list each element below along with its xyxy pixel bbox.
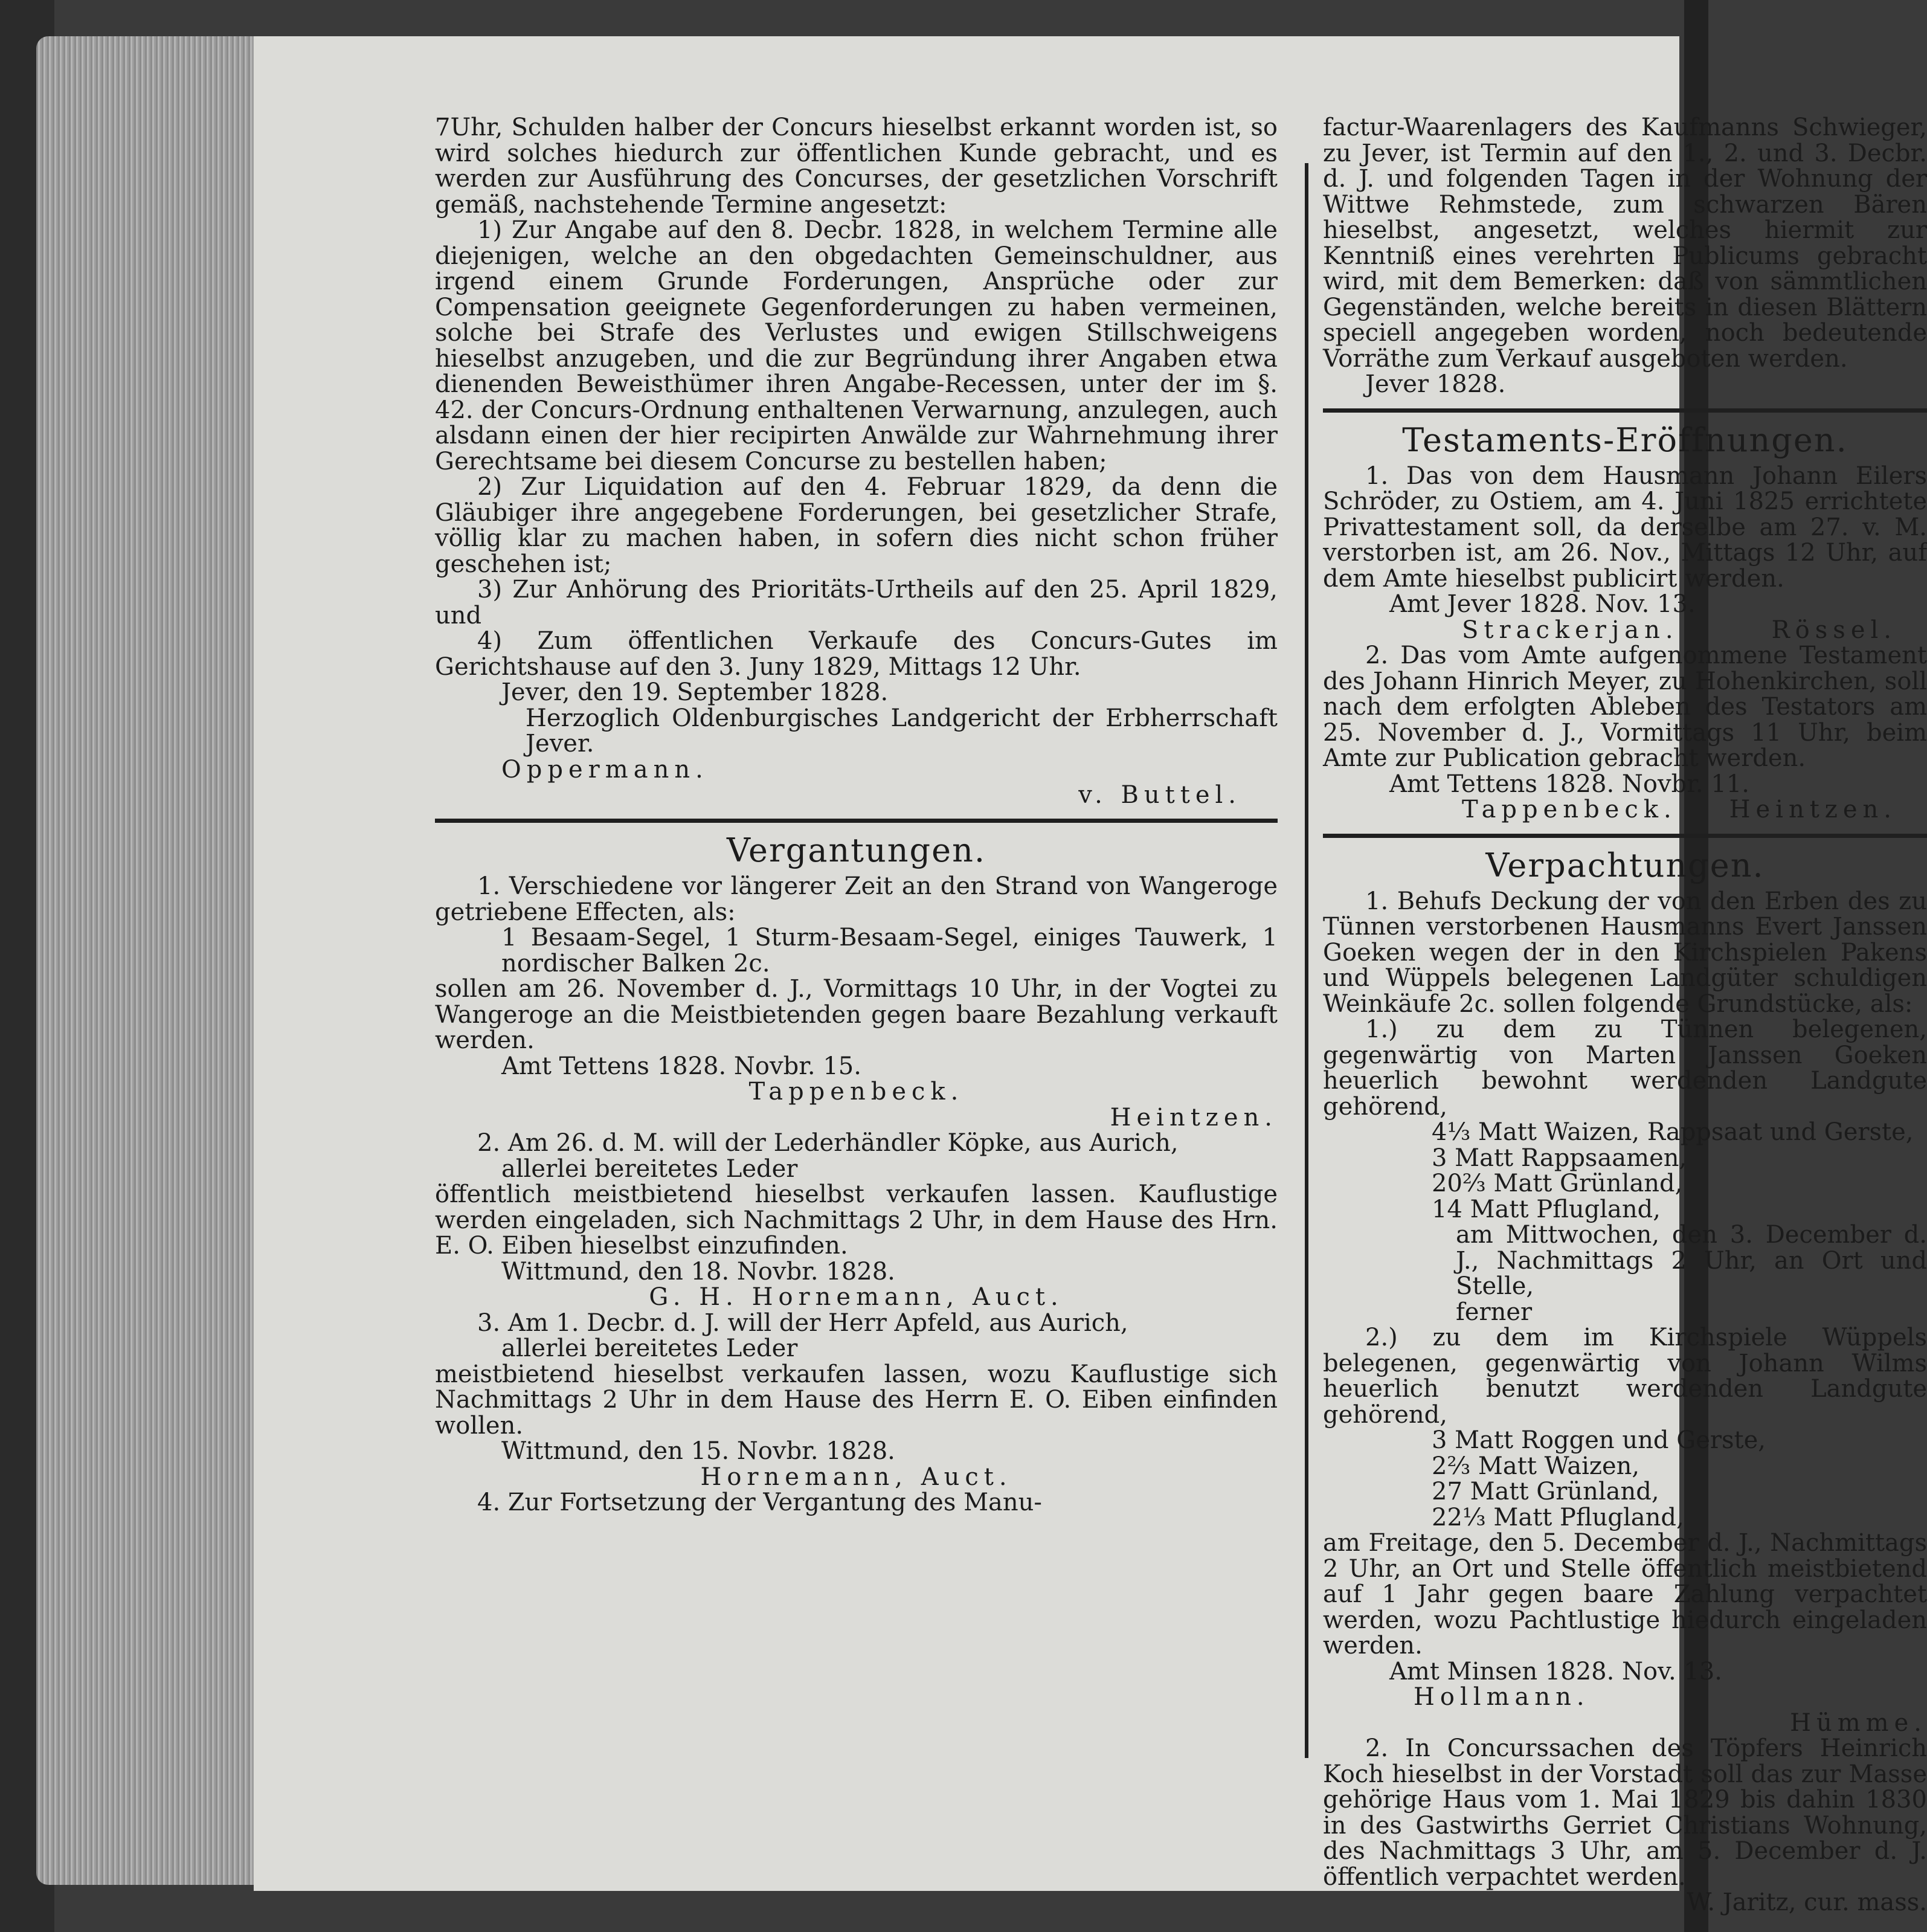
vergantung-1-place: Amt Tettens 1828. Novbr. 15.: [501, 1052, 861, 1080]
vergantung-2-intro: 2. Am 26. d. M. will der Lederhändler Köpke, aus Aurich,: [477, 1129, 1179, 1157]
term-3: 3) Zur Anhörung des Prioritäts-Urtheils auf den 25. April 1829, und: [435, 576, 1278, 630]
vergantung-2-place: Wittmund, den 18. Novbr. 1828.: [501, 1257, 895, 1286]
verpachtung-1-text-2: am Freitage, den 5. December d. J., Nachmittags 2 Uhr, an Ort und Stelle öffentlich meistbietend auf 1 Jahr gegen baare Zahlung verpachtet werden, wozu Pachtlustige hiedurch eingeladen werden.: [1323, 1529, 1927, 1660]
vergantung-3-item: allerlei bereitetes Leder: [501, 1335, 798, 1362]
vergantung-3-signature: Hornemann, Auct.: [700, 1463, 1012, 1491]
vergantung-2-item: allerlei bereitetes Leder: [501, 1154, 798, 1183]
verpachtung-1-text: 1. Behufs Deckung der von den Erben des zu Tünnen verstorbenen Hausmanns Evert Janssen Goeken wegen der in den Kirchspielen Pakens und Wüppels belegenen Landgüter schuldigen Weinkäufe 2c. sollen folgende Grundstücke, als:: [1323, 887, 1927, 1018]
vergantung-3-place: Wittmund, den 15. Novbr. 1828.: [501, 1437, 895, 1465]
parcel-b-item: 22⅓ Matt Pflugland,: [1432, 1503, 1684, 1531]
section-rule: [1323, 834, 1927, 838]
manufactur-continuation: factur-Waarenlagers des Kaufmanns Schwieger, zu Jever, ist Termin auf den 1., 2. und 3. Decbr. d. J. und folgenden Tagen in der Wohnung der Wittwe Rehmstede, zum schwarzen Bären hieselbst, angesetzt, welches hiermit zur Kenntniß eines verehrten Publicums gebracht wird, mit dem Bemerken: daß von sämmtlichen Gegenständen, welche bereits in diesen Blättern speciell angegeben worden, noch bedeutende Vorräthe zum Verkauf ausgeboten werden.: [1323, 114, 1927, 373]
book-page-edges: [36, 36, 260, 1885]
parcel-a-item: 4⅓ Matt Waizen, Rappsaat und Gerste,: [1432, 1118, 1914, 1146]
right-column: [1323, 115, 1927, 1916]
heading-testaments-eroeffnungen: Testaments-Eröffnungen.: [1402, 420, 1848, 459]
testament-2-signatures: [1323, 797, 1927, 823]
testament-1-text: 1. Das von dem Hausmann Johann Eilers Schröder, zu Ostiem, am 4. Juni 1825 errichtete Privattestament soll, da derselbe am 27. v. M. verstorben ist, am 26. Nov., Mittags 12 Uhr, auf dem Amte hieselbst publicirt werden.: [1323, 462, 1927, 593]
term-4: 4) Zum öffentlichen Verkaufe des Concurs-Gutes im Gerichtshause auf den 3. Juny 1829, Mittags 12 Uhr.: [435, 627, 1278, 681]
signature-jaritz: W. Jaritz, cur. mass.: [1687, 1889, 1927, 1916]
parcel-a-when: am Mittwochen, den 3. December d. J., Nachmittags 2 Uhr, an Ort und Stelle,: [1456, 1221, 1927, 1300]
vergantung-1-signature-2: Heintzen.: [1110, 1103, 1278, 1132]
signature-tappenbeck: Tappenbeck.: [1462, 796, 1677, 823]
vergantung-2-signature: G. H. Hornemann, Auct.: [649, 1283, 1064, 1311]
parcel-b-item: 2⅔ Matt Waizen,: [1432, 1452, 1640, 1480]
section-rule: [435, 819, 1278, 823]
testament-1-place: Amt Jever 1828. Nov. 13.: [1389, 590, 1696, 618]
signature-hollmann: Hollmann.: [1414, 1683, 1590, 1711]
testament-1-signatures: [1323, 617, 1927, 643]
signature-oppermann: Oppermann.: [501, 755, 709, 784]
testament-2-place: Amt Tettens 1828. Novbr. 11.: [1389, 770, 1749, 798]
section-rule: [1323, 408, 1927, 413]
verpachtung-1-parcel-b: 2.) zu dem im Kirchspiele Wüppels belegenen, gegenwärtig von Johann Wilms heuerlich benutzt werdenden Landgute gehörend,: [1323, 1324, 1927, 1429]
parcel-b-item: 27 Matt Grünland,: [1432, 1478, 1659, 1505]
signature-buttel: v. Buttel.: [1078, 781, 1241, 809]
vergantung-2-text: öffentlich meistbietend hieselbst verkaufen lassen. Kauflustige werden eingeladen, sich Nachmittags 2 Uhr, in dem Hause des Hrn. E. O. Eiben hieselbst einzufinden.: [435, 1180, 1278, 1260]
parcel-b-item: 3 Matt Roggen und Gerste,: [1432, 1426, 1766, 1454]
concurs-date: Jever, den 19. September 1828.: [501, 678, 889, 706]
signature-heintzen: Heintzen.: [1729, 796, 1897, 823]
vergantung-1-signature-1: Tappenbeck.: [748, 1078, 964, 1106]
verpachtung-2-text: 2. In Concurssachen des Töpfers Heinrich Koch hieselbst in der Vorstadt soll das zur Masse gehörige Haus vom 1. Mai 1829 bis dahin 1830 in des Gastwirths Gerriet Christians Wohnung, des Nachmittags 3 Uhr, am 5. December d. J. öffentlich verpachtet werden.: [1323, 1734, 1927, 1891]
court-name: Herzoglich Oldenburgisches Landgericht der Erbherrschaft Jever.: [526, 704, 1278, 758]
parcel-a-item: 14 Matt Pflugland,: [1432, 1195, 1661, 1223]
vergantung-1-intro: 1. Verschiedene vor längerer Zeit an den Strand von Wangeroge getriebene Effecten, als:: [435, 872, 1278, 926]
vergantung-3-text: meistbietend hieselbst verkaufen lassen, wozu Kauflustige sich Nachmittags 2 Uhr in dem Hause des Herrn E. O. Eiben einfinden wollen.: [435, 1360, 1278, 1440]
parcel-ferner: ferner: [1456, 1298, 1533, 1326]
heading-verpachtungen: Verpachtungen.: [1485, 846, 1765, 884]
book-page: [254, 36, 1927, 1916]
concurs-intro: 7Uhr, Schulden halber der Concurs hieselbst erkannt worden ist, so wird solches hiedurch zur öffentlichen Kunde gebracht, und es werden zur Ausführung des Concurses, der gesetzlichen Vorschrift gemäß, nachstehende Termine angesetzt:: [435, 114, 1278, 219]
signature-huemme: Hümme.: [1790, 1708, 1927, 1737]
left-column: [435, 115, 1278, 1516]
parcel-a-item: 20⅔ Matt Grünland,: [1432, 1170, 1683, 1197]
term-1: 1) Zur Angabe auf den 8. Decbr. 1828, in welchem Termine alle diejenigen, welche an den obgedachten Gemeinschuldner, aus irgend einem Grunde Forderungen, Ansprüche oder zur Compensation geeignete Gegenforderungen zu haben vermeinen, solche bei Strafe des Verlustes und ewigen Stillschweigens hieselbst anzugeben, und die zur Begründung ihrer Angaben etwa dienenden Beweisthümer ihren Angabe-Recessen, unter der im §. 42. der Concurs-Ordnung enthaltenen Verwarnung, anzulegen, auch alsdann einen der hier recipirten Anwälde zur Wahrnehmung ihrer Gerechtsame bei diesem Concurse zu bestellen haben;: [435, 216, 1278, 475]
manufactur-place: Jever 1828.: [1365, 370, 1506, 398]
concurs-signatures: [435, 757, 1278, 808]
signature-strackerjan: Strackerjan.: [1462, 616, 1679, 644]
verpachtung-1-parcel-a: 1.) zu dem zu Tünnen belegenen, gegenwärtig von Marten Janssen Goeken heuerlich bewohnt werdenden Landgute gehörend,: [1323, 1016, 1927, 1121]
heading-vergantungen: Vergantungen.: [726, 831, 986, 869]
signature-roessel: Rössel.: [1771, 616, 1897, 644]
term-2: 2) Zur Liquidation auf den 4. Februar 1829, da denn die Gläubiger ihre angegebene Forderungen, bei gesetzlicher Strafe, völlig klar zu machen haben, in sofern dies nicht schon früher geschehen ist;: [435, 473, 1278, 578]
parcel-a-item: 3 Matt Rappsaamen,: [1432, 1144, 1687, 1172]
vergantung-4-intro: 4. Zur Fortsetzung der Vergantung des Manu-: [477, 1489, 1042, 1516]
vergantung-1-items: 1 Besaam-Segel, 1 Sturm-Besaam-Segel, einiges Tauwerk, 1 nordischer Balken 2c.: [501, 924, 1278, 977]
vergantung-1-text: sollen am 26. November d. J., Vormittags 10 Uhr, in der Vogtei zu Wangeroge an die Meistbietenden gegen baare Bezahlung verkauft werden.: [435, 975, 1278, 1054]
testament-2-text: 2. Das vom Amte aufgenommene Testament des Johann Hinrich Meyer, zu Hohenkirchen, soll nach dem erfolgten Ableben des Testators am 25. November d. J., Vormittags 11 Uhr, beim Amte zur Publication gebracht werden.: [1323, 642, 1927, 772]
verpachtung-1-place: Amt Minsen 1828. Nov. 13.: [1389, 1657, 1722, 1686]
vergantung-3-intro: 3. Am 1. Decbr. d. J. will der Herr Apfeld, aus Aurich,: [477, 1309, 1128, 1337]
column-divider: [1305, 163, 1308, 1758]
